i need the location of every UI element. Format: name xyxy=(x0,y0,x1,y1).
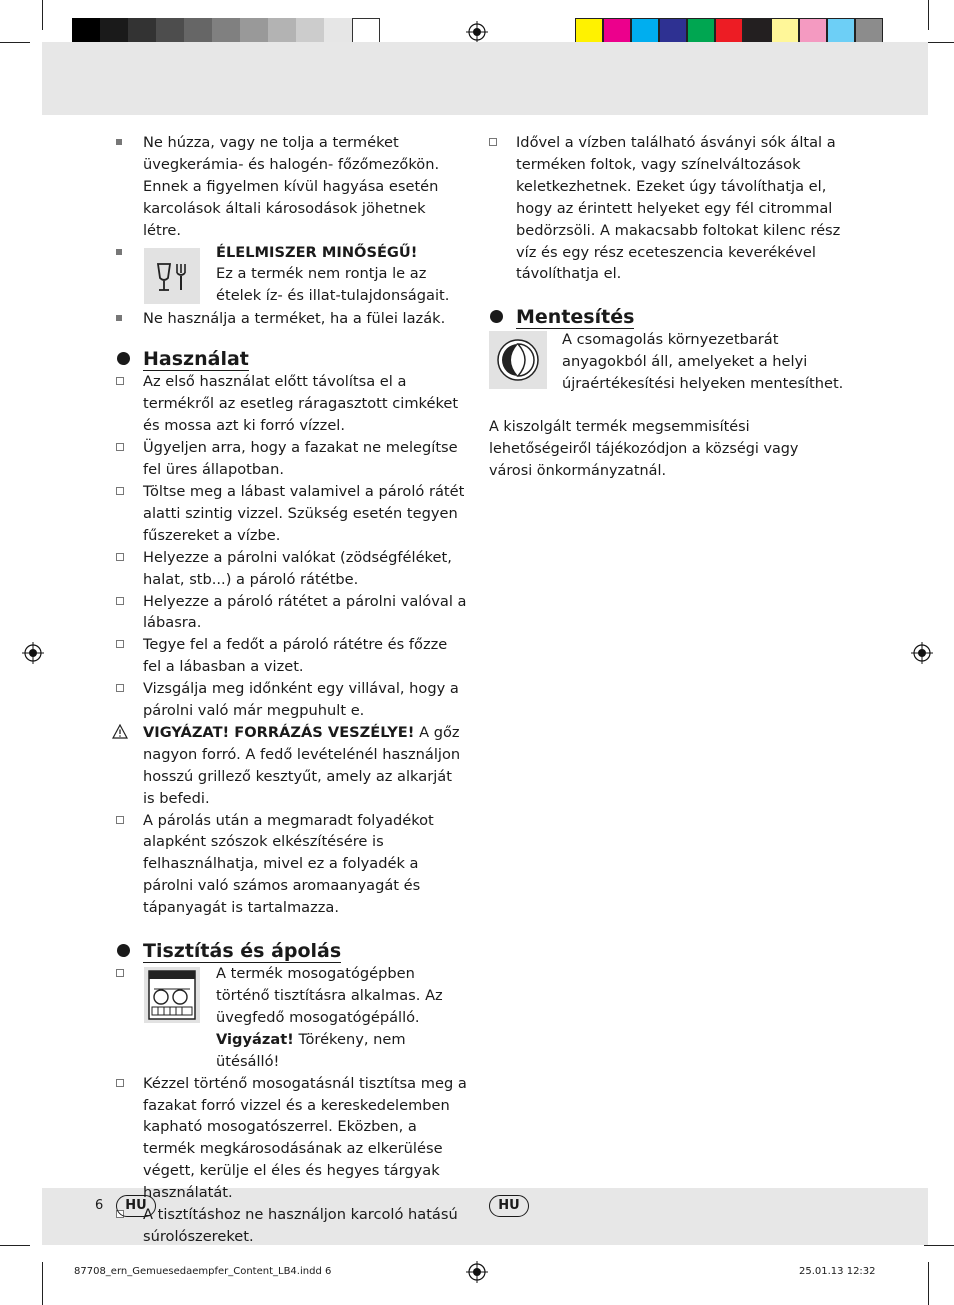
checkbox-bullet-icon xyxy=(116,553,124,561)
list-item: Vizsgálja meg időnként egy villával, hogy a párolni való már megpuhult e. xyxy=(116,678,468,722)
checkbox-bullet-icon xyxy=(489,138,497,146)
list-item: A tisztításhoz ne használjon karcoló hatású súrolószereket. xyxy=(116,1204,468,1248)
list-item: Kézzel történő mosogatásnál tisztítsa meg a fazakat forró vizzel és a kereskedelemben kapható mosogatószerrel. Eközben, a termék megkárosodásának az elkerülése végett, kerülje el éles és hegyes tárgyak használatát. xyxy=(116,1073,468,1204)
date-time: 25.01.13 12:32 xyxy=(799,1266,876,1277)
list-item: Az első használat előtt távolítsa el a termékről az esetleg ráragasztott cimkéket és mossa azt ki forró vízzel. xyxy=(116,371,468,437)
file-name: 87708_ern_Gemuesedaempfer_Content_LB4.indd 6 xyxy=(74,1266,332,1277)
checkbox-bullet-icon xyxy=(116,487,124,495)
food-safe-item: ÉLELMISZER MINŐSÉGŰ! Ez a termék nem rontja le az ételek íz- és illat-tulajdonságait. xyxy=(116,242,468,308)
header-band xyxy=(42,42,928,115)
square-bullet-icon xyxy=(116,249,122,255)
section-heading-disposal: Mentesítés xyxy=(489,305,845,329)
checkbox-bullet-icon xyxy=(116,640,124,648)
registration-mark-icon xyxy=(466,1261,488,1283)
left-column xyxy=(116,132,468,1248)
dishwasher-item: A termék mosogatógépben történő tisztításra alkalmas. Az üvegfedő mosogatógépálló. Vigyázat! Törékeny, nem ütésálló! xyxy=(116,963,468,1073)
crop-mark xyxy=(0,1245,30,1246)
cleaning-list xyxy=(116,1073,468,1248)
list-item: Idővel a vízben található ásványi sók által a terméken foltok, vagy színelváltozások keletkezhetnek. Ezeket úgy távolíthatja el, hogy az érintett helyeket egy fél citrommal bedörzsöli. A makacsabb foltokat kilenc rész víz és egy rész eceteszencia keverékével távolíthatja el. xyxy=(489,132,845,285)
section-heading-usage: Használat xyxy=(116,347,468,371)
crop-mark xyxy=(42,0,43,30)
usage-list xyxy=(116,371,468,722)
crop-mark xyxy=(928,0,929,30)
heading-bullet-icon xyxy=(490,310,503,323)
list-item: Töltse meg a lábast valamivel a pároló rátét alatti szintig vizzel. Szükség esetén tegyen fűszereket a vízbe. xyxy=(116,481,468,547)
checkbox-bullet-icon xyxy=(116,816,124,824)
checkbox-bullet-icon xyxy=(116,684,124,692)
warning-triangle-icon xyxy=(112,724,128,739)
checkbox-bullet-icon xyxy=(116,1079,124,1087)
square-bullet-icon xyxy=(116,139,122,145)
checkbox-bullet-icon xyxy=(116,597,124,605)
page-number: 6 xyxy=(95,1198,104,1213)
crop-mark xyxy=(928,1262,929,1305)
section-heading-cleaning: Tisztítás és ápolás xyxy=(116,939,468,963)
dishwasher-icon xyxy=(144,967,200,1023)
right-column: Idővel a vízben található ásványi sók által a terméken foltok, vagy színelváltozások keletkezhetnek. Ezeket úgy távolíthatja el, hogy az érintett helyeket egy fél citrommal bedörzsöli. A makacsabb foltokat kilenc rész víz és egy rész eceteszencia keverékével távolíthatja el. Mentesítés A csomagolás környezetbarát anyagokból áll, amelyeket a helyi újraértékesítési helyeken mentesíthet. A kiszolgált termék megsemmisítési lehetőségeiről tájékozódjon a községi vagy városi önkormányzatnál. xyxy=(489,134,844,480)
disposal-block: A csomagolás környezetbarát anyagokból áll, amelyeket a helyi újraértékesítési helyeken mentesíthet. xyxy=(489,329,845,395)
crop-mark xyxy=(924,1245,954,1246)
registration-mark-icon xyxy=(911,642,933,664)
checkbox-bullet-icon xyxy=(116,377,124,385)
list-item: Helyezze a pároló rátétet a párolni valóval a lábasra. xyxy=(116,591,468,635)
registration-mark-icon xyxy=(22,642,44,664)
language-badge-left: HU xyxy=(116,1195,156,1217)
square-bullet-icon xyxy=(116,315,122,321)
heading-bullet-icon xyxy=(117,352,130,365)
list-item: Ügyeljen arra, hogy a fazakat ne melegítse fel üres állapotban. xyxy=(116,437,468,481)
heading-bullet-icon xyxy=(117,944,130,957)
crop-mark xyxy=(42,1262,43,1305)
list-item: Ne használja a terméket, ha a fülei lazák. xyxy=(116,308,468,330)
list-item: Ne húzza, vagy ne tolja a terméket üvegkerámia- és halogén- főzőmezőkön. Ennek a figyelmen kívül hagyása esetén karcolások általi károsodások jöhetnek létre. xyxy=(116,132,468,242)
language-badge-right: HU xyxy=(489,1195,529,1217)
list-item: A párolás után a megmaradt folyadékot alapként szószok elkészítésére is felhasználhatja, mivel ez a folyadék a párolni való számos aromaanyagát és tápanyagát is tartalmazza. xyxy=(116,810,468,920)
checkbox-bullet-icon xyxy=(116,969,124,977)
list-item: Tegye fel a fedőt a pároló rátétre és főzze fel a lábasban a vizet. xyxy=(116,634,468,678)
green-dot-icon xyxy=(489,331,547,389)
checkbox-bullet-icon xyxy=(116,443,124,451)
registration-mark-icon xyxy=(466,21,488,43)
warning-item: VIGYÁZAT! FORRÁZÁS VESZÉLYE! A gőz nagyon forró. A fedő levételénél használjon hosszú grillező kesztyűt, amely az alkarját is befedi. xyxy=(116,722,468,810)
crop-mark xyxy=(0,42,30,43)
crop-mark xyxy=(924,42,954,43)
list-item: Helyezze a párolni valókat (zödségféléket, halat, stb...) a pároló rátétbe. xyxy=(116,547,468,591)
fork-glass-icon xyxy=(144,248,200,304)
